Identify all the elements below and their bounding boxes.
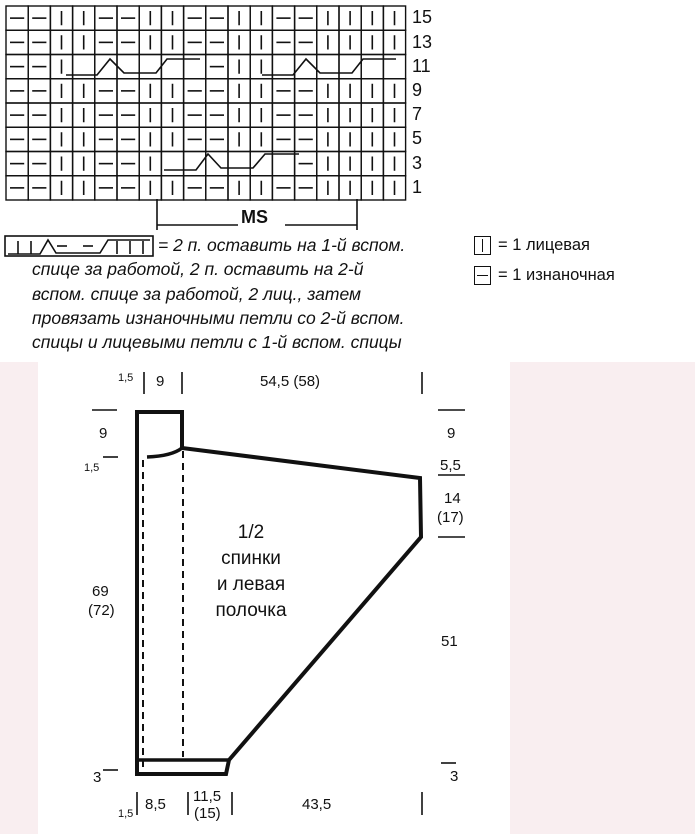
- measure-left-bottom: 3: [93, 769, 102, 786]
- row-number: 7: [412, 104, 423, 124]
- chart-cell: [228, 152, 250, 176]
- row-number: 13: [412, 32, 433, 52]
- chart-cell: [161, 55, 183, 79]
- chart-cell: [383, 55, 405, 79]
- measure-left-height: 69: [92, 583, 109, 600]
- chart-cell: [317, 55, 339, 79]
- chart-cell: [117, 55, 139, 79]
- measure-top-edge: 1,5: [118, 372, 134, 384]
- row-number: 5: [412, 128, 423, 148]
- row-number: 11: [412, 56, 431, 76]
- chart-cell: [184, 55, 206, 79]
- measure-top-width: 54,5 (58): [260, 373, 321, 390]
- measure-right-bottom: 3: [450, 768, 459, 785]
- cable-legend-line: провязать изнаночными петли со 2-й вспом.: [32, 308, 405, 328]
- cable-symbol-row-11-right: [262, 59, 396, 75]
- purl-key-box: [474, 266, 491, 285]
- measure-bottom-front: 11,5: [193, 788, 222, 805]
- schematic-title: 1/2 спинки и левая полочка: [215, 522, 287, 621]
- cable-legend-line: вспом. спице за работой, 2 лиц., затем: [32, 284, 362, 304]
- measure-right-armhole: 14: [444, 490, 461, 507]
- chart-cell: [184, 152, 206, 176]
- row-number: 1: [412, 177, 423, 197]
- cable-marks: [66, 59, 396, 170]
- ms-label: MS: [241, 207, 268, 227]
- chart-cell: [95, 55, 117, 79]
- collar-curve: [147, 448, 182, 457]
- cable-legend-line: спице за работой, 2 п. оставить на 2-й: [32, 259, 364, 279]
- knit-key-box: [474, 236, 491, 255]
- cable-symbol-row-11-left: [66, 59, 200, 75]
- chart-cell: [272, 152, 294, 176]
- measure-left-step: 1,5: [84, 462, 100, 474]
- measure-left-top: 9: [99, 425, 108, 442]
- measure-left-height-alt: (72): [88, 602, 115, 619]
- measure-right-top: 9: [447, 425, 456, 442]
- measure-right-shoulder: 5,5: [440, 457, 461, 474]
- knitting-chart: [0, 0, 695, 240]
- cable-legend-line: = 2 п. оставить на 1-й вспом.: [158, 235, 406, 255]
- measure-bottom-front-alt: (15): [194, 805, 221, 822]
- measure-bottom-band: 8,5: [145, 796, 166, 813]
- row-number: 15: [412, 7, 433, 27]
- measure-bottom-width: 43,5: [302, 796, 332, 813]
- cable-legend-symbol: [4, 234, 156, 258]
- purl-key-text: = 1 изнаночная: [498, 266, 615, 284]
- measure-right-armhole-alt: (17): [437, 509, 464, 526]
- chart-cell: [361, 55, 383, 79]
- chart-cell: [139, 55, 161, 79]
- row-number: 9: [412, 80, 423, 100]
- measure-bottom-edge: 1,5: [118, 808, 134, 820]
- chart-cell: [161, 152, 183, 176]
- chart-cell: [250, 152, 272, 176]
- chart-cells: [6, 6, 406, 200]
- cable-legend-line: спицы и лицевыми петли с 1-й вспом. спицы: [32, 332, 402, 352]
- knit-key-text: = 1 лицевая: [498, 236, 590, 254]
- measure-right-side: 51: [441, 633, 458, 650]
- measure-top-band: 9: [156, 373, 165, 390]
- row-number: 3: [412, 153, 423, 173]
